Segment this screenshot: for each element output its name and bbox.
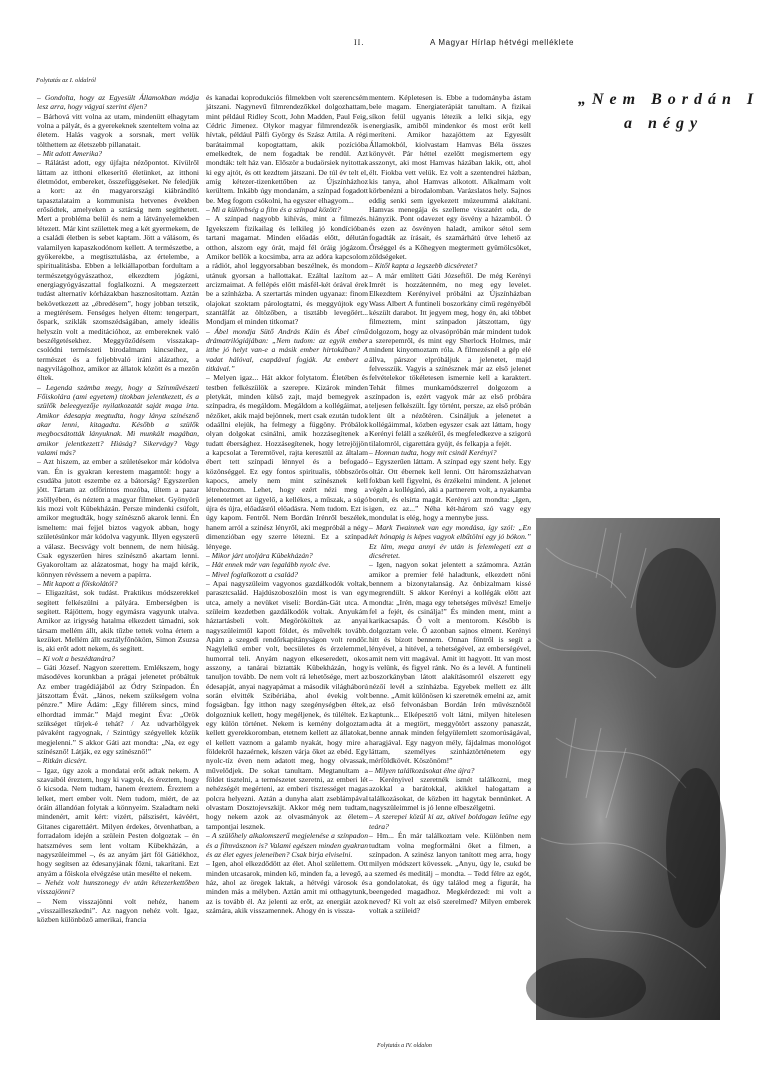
answer-paragraph: – Hm... Én már találkoztam vele. Különben nem tudtam volna megformálni őket a filmen, a színpadon. A szinész lanyon tanított meg arra, hogy milyen módszert kövessek. „Anyu, úgy le, csukd be a szemed és meditálj – mondta. – Tedd félre az egót, a gondolatokat, és úgy találod meg a figurát, ha beengeded magadhoz. Megkérdezed: mi volt a neved? Ki volt az első szerelmed? Milyen emberek voltak a szüleid?: [369, 831, 531, 915]
question-paragraph: – Ritkán dicsért.: [37, 756, 87, 766]
answer-paragraph: – Egyszerűen láttam. A színpad egy szent hely. Egy oltár. Ott ébernek kell lenni. Ott háromszázhatvan fokban kell figyelni, és érzékelni mindent. A jelenet végén a kollégánó, aki a partnerem volt, a nyakamba borult, és elsírta magát. Kerényi azt mondta: „Igen, igen, ez az...” Néha két-három szó vagy egy mondulat is elég, hogy a mennybe juss.: [369, 457, 531, 523]
answer-paragraph: – Bárhová vitt volna az utam, mindenütt elhagytam volna a pályát, és a gyerekeknek szenteltem volna az életem. Halás vagyok a sorsnak, mert velük tölthettem az életszebb pillanatait.: [37, 111, 199, 149]
dark-grass-photo-icon: [536, 518, 720, 1020]
headline-line-1: „Nem Bordán I: [578, 91, 759, 108]
supplement-title: A Magyar Hírlap hétvégi melléklete: [430, 38, 575, 47]
question-paragraph: – Gondolta, hogy az Egyesült Államokban módja lesz arra, hogy vágyai szerint éljen?: [37, 93, 199, 112]
page-number: II.: [354, 38, 365, 47]
answer-paragraph: – A már említett Gáti Józseftől. De még Kerényi Imrét is hozzátenném, no meg egy levelet. Elkezdtem Kerényivel próbálni az Újszínházban Wass Albert A funtineli boszorkány című regényéből készült darabot. Itt jegyem meg, hogy én, aki többet filmeztem, mint színpadon játszottam, úgy dolgozom, hogy az olvasópróbán már mindent tudok a szerepemről, és mint egy Sherlock Holmes, már mindent kinyomoztam róla. A filmezésnél a gép elé állva, párszor elpróbáljuk a jelenetet, majd felvesszük. Vagyis a színésznek már az első jelenet felvételekor tökéletesen ismernie kell a karaktert. Tehát filmes munkamódszerrel dolgozom a színpadon is, ezért vagyok már az első próbára teljesen felkészült. Így történt, persze, az első próbán lent ült a nézőtéren. Csináljuk a jelenetet a kollégáimmal, közben egyszer csak azt láttam, hogy Kerényi feláll a székéről, és megfeledkezve a szigorú tilalomról, cigarettára gyújt, és felkapja a fejét.: [369, 270, 531, 448]
question-paragraph: – Ábel mondja Sütő András Káin és Ábel című drámatrilógiájában: „Nem tudom: az egyik ember itthe jó helyt van-e a másik ember hirtokában? A vadat hálóval, csapdával fogják. Az embert a titkával.”: [206, 326, 368, 373]
question-paragraph: – Honnan tudta, hogy mit csinál Kerényi?: [369, 448, 497, 458]
answer-paragraph: – A színpad nagyobb kihívás, mint a filmezés. Igyekszem fizikailag és lelkileg jó kondícióban tartani magamat. Minden előadás előtt, délután otthon, alszom egy órát, majd fél óráig jógázom. Amikor bellök a kocsimba, arra az adóra kapcsolom a rádiót, ahol leggyorsabban beszélnek, és mondom utánuk gyorsan a hallottakat. Ezáltal lazítom az arcizmaimat. A fellépés előtt másfél-két órával érek be a színházba. A szertartás minden ugyanaz: finom olajokat szoktam párologtatni, és meggyújtok egy szantálfát az öltözőben, a tisztább levegőért... Mondjam el minden titkomat?: [206, 214, 368, 327]
answer-paragraph: – Igaz, úgy azok a mondatai erőt adtak nekem. A szavaiból éreztem, hogy ki vagyok, és éreztem, hogy ő kicsoda. Nem tudtam, hanem éreztem. Éreztem a lelket, mert ember volt. Nem tudom, miért, de az óráin állandóan folytak a könnyeim. Szaladtam neki mindenért, amit kért: vizért, pálszisért, kávéért, Gitanes cigarettáért. Milyen érdekes, ötvenhatban, a forradalom idején a szülein Pesten dolgoztak – én hatszméves sem lent voltam Kübekházán, a nagyszüleimmel –, és az anyám járt föl Gátiékhoz, hogy segítsen az édesanyjának főzni, takarítani. Ezt anyám a főiskola elvégzése után mesélte el nekem.: [37, 765, 199, 878]
answer-paragraph: – Igen, nagyon sokat jelentett a számomra. Aztán amikor a premier felé haladtunk, elkezdett nőni bennem a bizonytalanság. Az önbizalmam kissé megrendült. S akkor Kerényi a kollégák előtt azt mondta: „Irén, maga egy tehetséges művész! Emelje fel a fejét, és csinálja!” És minden ment, mint a karikacsapás. Ő volt a mentorom. Később is dolgoztam vele. Ő azonban sajnos elment. Kerényi hitt és bízott bennem. Onnan föntről is segít a lényével, a hitével, a tehetségével, az emberségével, amit nem vitt magával. Amit itt hagyott. Itt van most is velünk, és figyel ránk. No és a levél. A funtineli boszorkányban látott alakításomról elszerett egy nézőí levél a színházba. Egyebek mellett ez állt benne. „Amit különösen ki szeretnék emelni az, amit az első felvonásban Bordán Irén művésznőtől kaptunk... Elképesztő volt látni, milyen hitelesen adta át a megtört, meggyötört asszony panaszát, benne annak minden felgyülemlett szomorúságával, haragjával. Egy nagyon mély, fájdalmas monológot láttam, személyes szinháztörténetem egy mérföldkövét. Köszönöm!”: [369, 560, 531, 766]
question-paragraph: – Mit kapott a főiskolától?: [37, 578, 118, 588]
question-paragraph: – Mi a különbség a film és a színpad között?: [206, 205, 341, 215]
question-paragraph: – Mit adott Amerika?: [37, 149, 103, 159]
question-paragraph: – A szerepei közül ki az, akivel boldogan leülne egy teára?: [369, 812, 531, 831]
answer-paragraph: mentem. Képletesen is. Ebbe a tudományba ástam bele magam. Energiaterápiát tanultam. A fizikai síkon felül ugyanis létezik a lelki sikja, egy energiasík, amiből mindenkor és most erőt kell meríteni. Amikor hazajöttem az Egyesült Államokból, kiolvastam Hamvas Béla összes könyvét. Pár héttel ezelőtt megismertem egy asszonyt, aki most Hamvas házában lakik, ott, ahol élt. Fiokba vett velük. Ez volt a szentendrei házban, kis tanya, ahol Hamvas alkotott. Alkalmam volt körbenézni a birodalomban. Varázslatos hely. Sajnos eddig senki sem igyekezett múzeummá alakítani. Hamvas menegája és szelleme visszatért oda, de hiányzik. Pont odavezet egy ösvény a házamból. Ó és ezen az ösvényen haladt, amikor sétol sem fogadták az írásait, és szamárhátú útve lehető az Őrséggel és a Kőhegyen megtermett gyümölcsöket, zöldségeket.: [369, 93, 531, 261]
answer-paragraph: – Igen, ahol elkezdődött az élet. Ahol születtem. Ott minden utcasarok, minden kő, minden fa, a levegő, a ház, ahol az öregek laktak, a hétvégi városok és minden más a mélyben. Aztán amit mi otthagytunk, az is tovább él. Az jelenti az erőt, az energiát azok számára, akik visszamennek. Ahogy én is vissza-: [206, 859, 368, 915]
question-paragraph: – Milyen találkozásokat élne újra?: [369, 765, 475, 775]
question-paragraph: – Mivel foglalkozott a család?: [206, 569, 298, 579]
answer-paragraph: – Nem visszajönni volt nehéz, hanem „visszailleszkedni”. Az nagyon nehéz volt. Igaz, közben különböző amerikai, francia: [37, 896, 199, 925]
article-column-3: [369, 93, 531, 1023]
question-paragraph: – A szülőhely alkalomszerű megjelenése a színpadon és a filmvásznon is? Valami egészen minden gyakran és az élet egyes jeleneiben? Csak birja elviselni.: [206, 831, 368, 859]
headline-line-2: a négy: [624, 115, 704, 132]
page-header: [0, 38, 720, 52]
answer-paragraph: – Rálátást adott, egy újfajta nézőpontot. Kívülről láttam az itthoni elkeserítő életünket, az itthoni életmódot, embereket, összefüggéseket. Ne feledjük a kort: az én magyarországi kiábrándító tapasztalataim a kommunista hetvenes években erősödtek, amelyeken a sztárság nem segíthetett. Mert a probléma belül és nem a látványelemekben létezett. Már kint születtek meg a két gyermekem, de a családi életben is sebet kaptam. Jött a válásom, és valamilyen kapaszkodónom kellett. A természetbe, a gyökerekbe, a megtisztulásba, az értelembe, a spiritualitásba. Ebben a lelkiállapotban fordultam a természetgyógyászathoz, elkezdtem jógázni, energiagyógyászattal foglalkozni. A megszerzett tudást alternatív kórházakban hasznosítottam. Aztán bekövetkezett az „ébredésem”, hogy jobban tetszik, a megtérésem. Fenséges helyen éltem: tengerpart, őspark, sziklák szomszédságában, amely ideális helyszín volt a meditációhoz, az embereknek való beszélgetésekhez. Meggyőződésem visszakapcsolódni természeti birodalmam kincseihez, a természet és a feljebbvaló iráni alázathoz, a nagyvilágolhoz, amikor az állatok között és a mezőn éltek.: [37, 158, 199, 383]
question-paragraph: – Mark Twainnek van egy mondása, így szól: „En két hónapig is képes vagyok elbűtölni egy jó bókon.” Ez lám, mega annyi év után is felemlegeti ezt a dicséretet.: [369, 522, 531, 560]
article-column-1: [37, 93, 199, 1023]
question-paragraph: – Hát ennek már van legalább nyolc éve.: [206, 560, 331, 570]
continued-to-note: Folytatás a IV. oldalon: [377, 1043, 432, 1049]
grass-photo: [536, 518, 720, 1020]
article-headline: [578, 91, 759, 133]
question-paragraph: – Nehéz volt hunszonegy év után kétezerkettőben visszajönni?: [37, 877, 199, 897]
question-paragraph: – Ki volt a beszédtanára?: [37, 653, 116, 663]
answer-paragraph: – Apai nagyszüleim vagyonos gazdálkodók voltak, parasztcsalád. Hajdúszoboszlóin most is van egy utca, amely a nevüket viseli: Bordán-Gát utca. A szüleim kezdetben gazdálkodók voltak. Anyukám háztartásbeli volt. Megörököltek az anyai nagyszüleimtől kapott földet, és művelték tovább. Apám a szegedi rendőrkapitányságon volt rendőr. Nagylelkű ember volt, becsületes és érzelemmel, humorral teli. Anyám nagyon elkeseredett, okos asszony, a tanárai biztatták Kübekházán, hogy tanuljon tovább. De nem volt rá lehetősége, mert az édesapját, anyai nagyapámat a második világháború során elvitték Szibériába, ahol évekig volt fogságban. Így itthon nagy szegénységben éltek, dolgozniuk kellett, hogy megéljenek, és túléltek. Ez egy külön történet. Nekem is kemény dolgoztam kellett gyerekkoromban, etetnem kellett az állatokat, el kellett vaznom a galamb nyakát, hogy mire a földekről hazaérnek, készen várja őket az ebéd. Egy nyolc-tíz éven nem adatott meg, hogy olvassak, művelődjek. De sokat tanultam. Megtanultam a földet tisztelni, a természetet szeretni, az emberi lét nehézségét megérteni, az emberi tisztességet magas polcra helyezni. Aztán a dunyha alatt zseblámpával olvastam Dosztojevszkijt. Akkor még nem tudtam, hogy nekem azok az olvasmányok az életem tampontjai lesznek.: [206, 578, 368, 831]
answer-paragraph: – Gáti József. Nagyon szerettem. Emlékszem, hogy másodéves korunkban a prágai jelenetet próbáltuk Az ember tragédiájából az Ódry Színpadon. Én játszottam Évát. „János, nekem szükségem volna pénzre.” Mire Ádám: „Egy fillérem sincs, mind elhordtad immár.” Majd megint Éva: „Orök szükséget tűrjek-é tehát? / Az udvarhölgyek pávaként ragyognak, / Szintúgy szégyellek közük megjelenni.” S akkor Gáti azt mondta: „Na, ez egy színésznő! Látják, ez egy színésznő!”: [37, 662, 199, 757]
article-column-2: [206, 93, 368, 1023]
question-paragraph: – Kitől kapta a legszebb dicséretet?: [369, 261, 478, 271]
answer-paragraph: és kanadai koprodukciós filmekben volt szerencsém játszani. Nagynevű filmrendezőkkel dolgozhattam, mint például Ridley Scott, John Madden, Paul Feig, Cédric Jimenez. Olykor magyar filmrendezők is hívtak, például Pálfi György és Szász Attila. A régi barátaimmal kopogtattam, akik pozícióba emelkedtek, de nem fogadtak be rendül. Azt mondták: telt ház van. Először a budaörsiek nyitottak ki egy ajtót, és ott kezdtem játszani. De túl év telt el, amíg kétezer-tizenkettőben az Újszínházhoz kerültem. Inkább úgy mondanám, a színpad fogadott be. Meg fogom csókolni, ha egyszer elhagyom...: [206, 93, 368, 205]
answer-paragraph: – Azt hiszem, az ember a születésekor már kódolva van. Én is gyakran kerestem magamtól: hogy a csudába jutott eszembe ez a bátorság? Egyszerűen jött. Tártam az otfőrintos mozóba, ültem a pazar zsöllyében, és néztem a magyar filmeket. Gyönyörű kis mozi volt Kübekházán. Persze mindenki csúfolt, amikor megtudták, hogy színésznő akarok lenni. Én ismeltem: mai fejjel biztos vagyok abban, hogy születésünkor már kódolva vagyunk. Illyen egyszerű a válasz. Becsvágy volt bennem, de nem hiúság. Csak egyszerűen hires színésznő akartam lenni. Gyakoroltam az alázatosmat, hogy ha majd kérik, könnyen révéssem a nevem a papírra.: [37, 457, 199, 579]
answer-paragraph: – Eligazítást, sok tudást. Praktikus módszerekkel segített felkészülni a pályára. Emberségben is segített. Rájöttem, hogy egymásra vagyunk utalva. Amikor az irigység hatalma elkezdett támadni, sok társam mellém állt, akik tűzbe tettek volna értem a kezüket. Mellém állt osztályfőnököm, Simon Zsuzsa is, aki erőt adott nekem, és segített.: [37, 588, 199, 654]
question-paragraph: – Mikor járt utoljára Kübekházán?: [206, 550, 313, 560]
answer-paragraph: – Kerényivel szeretnék ismét találkozni, meg azokkal a barátokkal, akikkel halogattam a találkozásokat, de közben itt hagytak bennünket. A nagyszüleimmel is jó lenne elbeszélgetni.: [369, 775, 531, 813]
answer-paragraph: – Melyen igaz... Hát akkor folytatom. Életében és testben felkészülök a szerepre. Kizárok minden pletykát, minden külső zajt, majd bemegyek a színpadra, és megáldom. Megáldom a kollégáimat, a nézőket, akik majd bejönnek, mert csak ezután tudok odaállni elejük, ha felmegy a függöny. Próbálok olyan dolgokat csinálni, amik hozzásegítenek a tudatt ébersághez. Hozzásegítenek, hogy letrejöjjön a kapcsolat a Teremtővel, rajta keresztül az általam ébert tett színpadi lénnyel és a befogadó közönséggel. Ez egy fontos spiritualis, többszörös kapocs, amely nem mint színésznek kell létrehoznom. Lehet, hogy ezért nézi meg a jelenetetmet az ügyelő, a kellékes, a műszak, a súgó újra és újra, előadásról előadásra. Nem tudom. Ezt is úgy kapom. Fentről. Nem Bordán Irénről beszélek, hanem arról a szinész lényről, aki megpróbál a négy dimenzióban egy szerre létezni. Ez a színpad lényege.: [206, 373, 368, 551]
continued-from-note: Folytatás az I. oldalról: [36, 77, 96, 84]
question-paragraph: – Legenda számba megy, hogy a Színművészeti Főiskolára (ami egyetem) titokban jelentkezett, és a szülők beleegyezője nyilatkozatát saját maga írta. Amikor édesapja megtudta, hogy lánya színésznő akar lenni, kitagadta. Később a szülők megbocsátották lányuknak. Mi munkált magában, amikor jelentkezett? Hiúság? Sikervágy? Vagy valami más?: [37, 382, 199, 458]
